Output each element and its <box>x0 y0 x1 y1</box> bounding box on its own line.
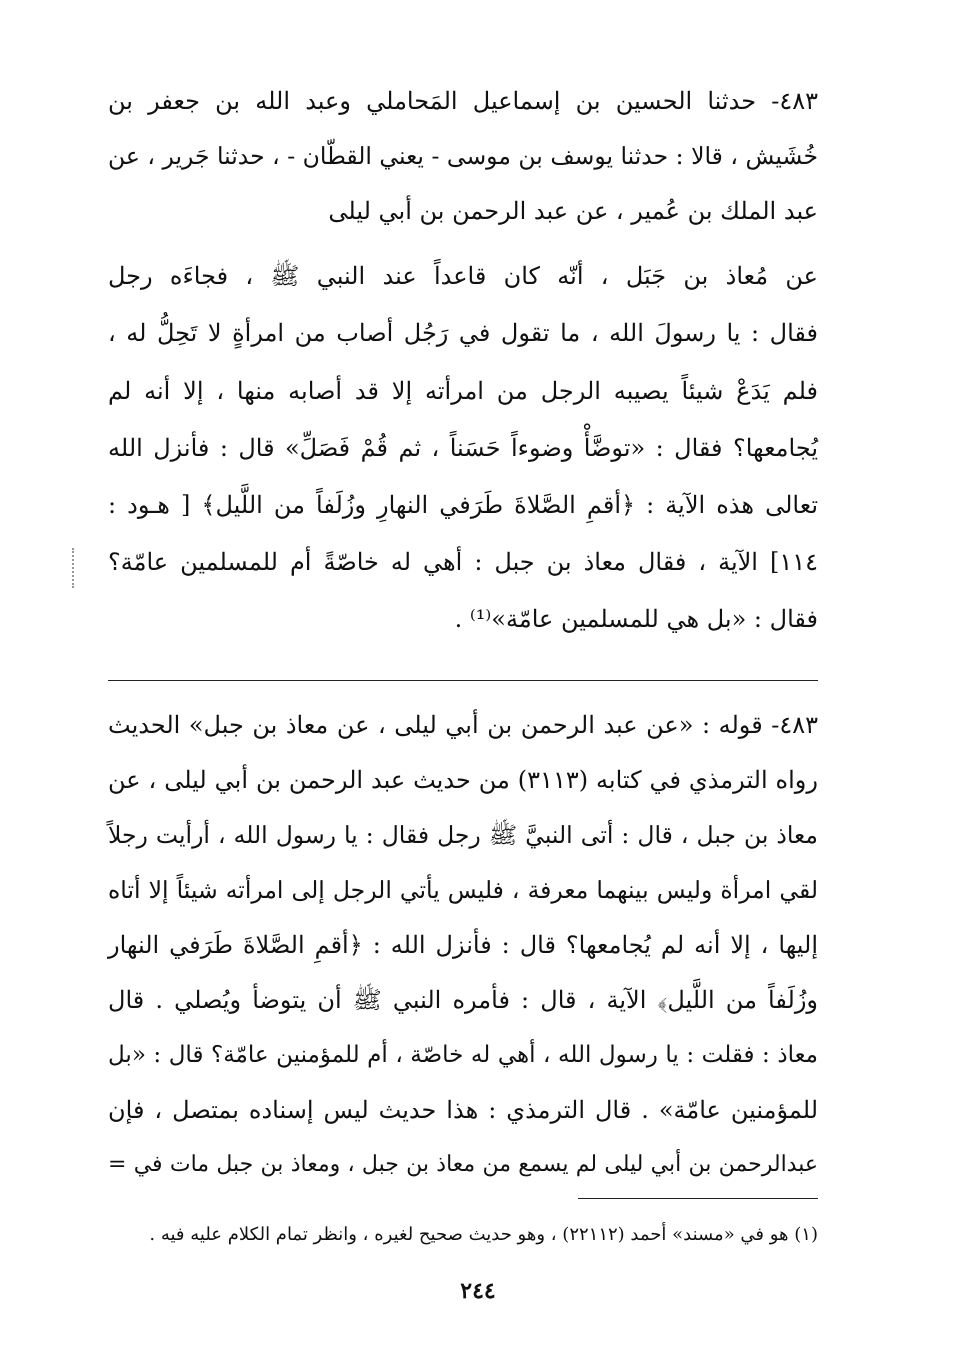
commentary-line: للمؤمنين عامّة» . قال الترمذي : هذا حديث ليس إسناده بمتصل ، فإن <box>108 1096 818 1124</box>
hadith-line: فقال : «بل هي للمسلمين عامّة»⁽¹⁾ . <box>454 605 818 633</box>
hadith-line: ٤٨٣- حدثنا الحسين بن إسماعيل المَحاملي وعبد الله بن جعفر بن <box>108 87 818 115</box>
hadith-line: يُجامعها؟ فقال : «توضَّأْ وضوءاً حَسَناً ، ثم قُمْ فَصَلِّ» قال : فأنزل الله <box>108 434 818 462</box>
page-number: ٢٤٤ <box>460 1278 496 1304</box>
commentary-line: لقي امرأة وليس بينهما معرفة ، فليس يأتي الرجل إلى امرأته شيئاً إلا أتاه <box>108 876 818 904</box>
commentary-line: ٤٨٣- قوله : «عن عبد الرحمن بن أبي ليلى ، عن معاذ بن جبل» الحديث <box>108 711 818 739</box>
commentary-line: معاذ بن جبل ، قال : أتى النبيَّ ﷺ رجل فقال : يا رسول الله ، أرأيت رجلاً <box>108 821 818 849</box>
hadith-line: خُشَيش ، قالا : حدثنا يوسف بن موسى - يعني القطّان - ، حدثنا جَرير ، عن <box>108 142 818 170</box>
hadith-line: فلم يَدَعْ شيئاً يصيبه الرجل من امرأته إلا قد أصابه منها ، إلا أنه لم <box>108 377 818 405</box>
margin-mark <box>72 548 78 588</box>
hadith-line: ١١٤] الآية ، فقال معاذ بن جبل : أهي له خاصّةً أم للمسلمين عامّة؟ <box>108 548 818 576</box>
footnote: (١) هو في «مسند» أحمد (٢٢١١٢) ، وهو حديث صحيح لغيره ، وانظر تمام الكلام عليه فيه . <box>149 1224 818 1245</box>
commentary-line: إليها ، إلا أنه لم يُجامعها؟ قال : فأنزل الله : ﴿أقمِ الصَّلاةَ طَرَفي النهار <box>108 931 818 959</box>
hadith-line: عبد الملك بن عُمير ، عن عبد الرحمن بن أبي ليلى <box>328 197 818 225</box>
hadith-line: فقال : يا رسولَ الله ، ما تقول في رَجُل أصاب من امرأةٍ لا تَحِلُّ له ، <box>108 319 818 347</box>
commentary-line: معاذ : فقلت : يا رسول الله ، أهي له خاصّة ، أم للمؤمنين عامّة؟ قال : «بل <box>108 1042 818 1068</box>
hadith-line: تعالى هذه الآية : ﴿أقمِ الصَّلاةَ طَرَفي النهارِ وزُلَفاً من اللَّيل﴾ [ هـود : <box>108 491 818 519</box>
commentary-line: عبدالرحمن بن أبي ليلى لم يسمع من معاذ بن جبل ، ومعاذ بن جبل مات في = <box>108 1152 818 1177</box>
footnote-separator <box>578 1198 818 1199</box>
commentary-separator <box>108 680 818 681</box>
hadith-line: عن مُعاذ بن جَبَل ، أنّه كان قاعداً عند النبي ﷺ ، فجاءَه رجل <box>108 262 819 290</box>
commentary-line: رواه الترمذي في كتابه (٣١١٣) من حديث عبد الرحمن بن أبي ليلى ، عن <box>108 766 818 794</box>
commentary-line: وزُلَفاً من اللَّيل﴾ الآية ، قال : فأمره النبي ﷺ أن يتوضأ ويُصلي . قال <box>108 986 818 1014</box>
